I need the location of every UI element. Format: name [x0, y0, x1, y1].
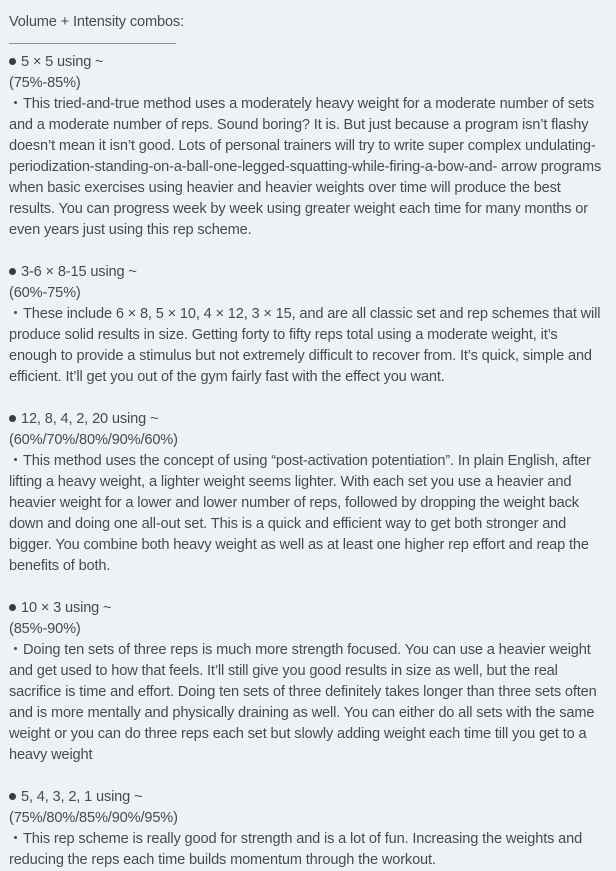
- scheme-description: [9, 94, 606, 241]
- description-text: These include 6 × 8, 5 × 10, 4 × 12, 3 × 15, and are all classic set and rep schemes that will produce solid results in size. Getting forty to fifty reps total using a moderate weight, it’s enough to provide a stimulus but not extremely difficult to recover from. It’s quick, simple and efficient. It’ll get you out of the gym fairly fast with the effect you want.: [9, 306, 601, 385]
- bullet-icon: [9, 415, 16, 422]
- bullet-icon: [9, 58, 16, 65]
- scheme-label: 10 × 3 using ~: [21, 600, 112, 616]
- intensity-range: (85%-90%): [9, 621, 81, 637]
- intensity-range: (75%/80%/85%/90%/95%): [9, 810, 178, 826]
- scheme-line: [9, 598, 606, 619]
- intensity-range: (75%-85%): [9, 75, 81, 91]
- scheme-description: [9, 640, 606, 766]
- bullet-icon: [9, 268, 16, 275]
- title-divider: [9, 43, 176, 44]
- middle-dot-icon: [14, 836, 17, 839]
- scheme-line: [9, 262, 606, 283]
- middle-dot-icon: [14, 458, 17, 461]
- scheme-description: [9, 451, 606, 577]
- scheme-label: 12, 8, 4, 2, 20 using ~: [21, 411, 159, 427]
- intensity-range: (60%/70%/80%/90%/60%): [9, 432, 178, 448]
- section-5x5: [9, 52, 606, 241]
- section-12-8-4-2-20: [9, 409, 606, 577]
- description-text: Doing ten sets of three reps is much more strength focused. You can use a heavier weight and get used to how that feels. It’ll still give you good results in size as well, but the real sacrifice is time and effort. Doing ten sets of three definitely takes longer than three sets often and is more mentally and physically draining as well. You can either do all sets with the same weight or you can do three reps each set but slowly adding weight each time till you get to a heavy weight: [9, 642, 597, 763]
- scheme-line: [9, 409, 606, 430]
- middle-dot-icon: [14, 311, 17, 314]
- description-text: This tried-and-true method uses a moderately heavy weight for a moderate number of sets and a moderate number of reps. Sound boring? It is. But just because a program isn’t flashy doesn’t mean it isn’t good. Lots of personal trainers will try to write super complex undulating-periodization-standing-on-a-ball-one-legged-squatting-while-firing-a-bow-and- arrow programs when basic exercises using heavier and heavier weights over time will produce the best results. You can progress week by week using greater weight each time for many months or even years just using this rep scheme.: [9, 96, 602, 238]
- intensity-range: (60%-75%): [9, 285, 81, 301]
- scheme-description: [9, 304, 606, 388]
- scheme-description: [9, 829, 606, 871]
- bullet-icon: [9, 793, 16, 800]
- description-text: This rep scheme is really good for strength and is a lot of fun. Increasing the weights and reducing the reps each time builds momentum through the workout.: [9, 831, 583, 868]
- scheme-label: 5, 4, 3, 2, 1 using ~: [21, 789, 143, 805]
- middle-dot-icon: [14, 647, 17, 650]
- scheme-line: [9, 787, 606, 808]
- description-text: This method uses the concept of using “post-activation potentiation”. In plain English, after lifting a heavy weight, a lighter weight seems lighter. With each set you use a heavier and heavier weight for a lower and lower number of reps, followed by dropping the weight back down and doing one all-out set. This is a quick and efficient way to get both stronger and bigger. You combine both heavy weight as well as at least one higher rep effort and reap the benefits of both.: [9, 453, 591, 574]
- bullet-icon: [9, 604, 16, 611]
- middle-dot-icon: [14, 101, 17, 104]
- document-title: Volume + Intensity combos:: [9, 14, 184, 30]
- section-10x3: [9, 598, 606, 766]
- section-3-6x8-15: [9, 262, 606, 388]
- scheme-line: [9, 52, 606, 73]
- scheme-label: 5 × 5 using ~: [21, 54, 104, 70]
- scheme-label: 3-6 × 8-15 using ~: [21, 264, 137, 280]
